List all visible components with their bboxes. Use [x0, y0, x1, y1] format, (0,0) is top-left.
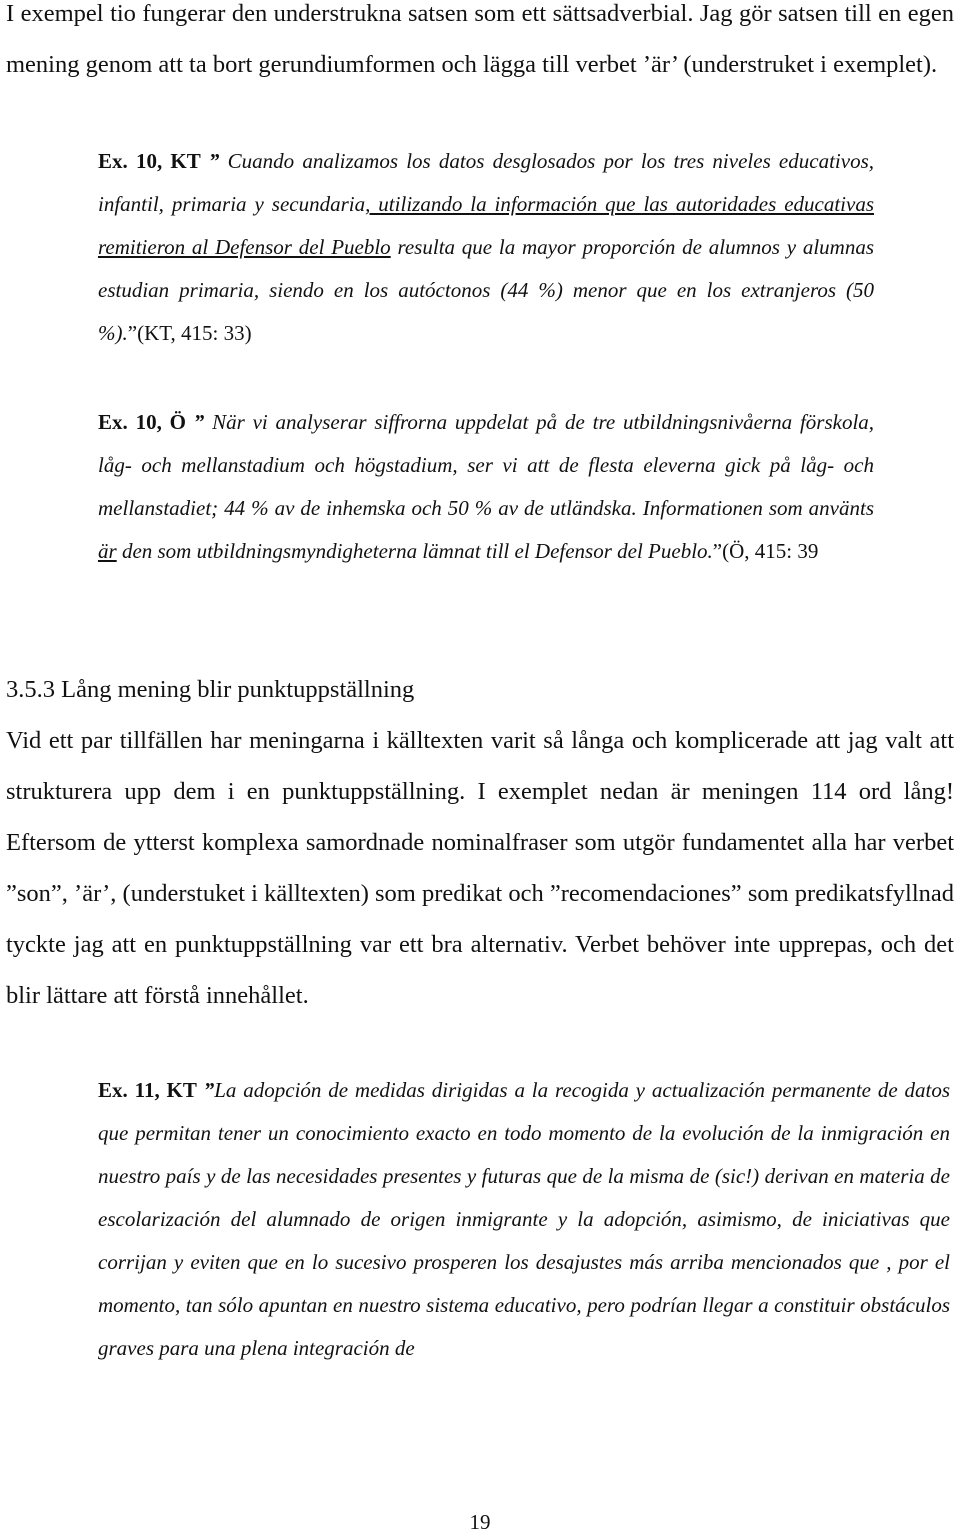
- open-quote: ”: [196, 1078, 215, 1102]
- close-quote: ”: [712, 539, 723, 563]
- citation: (KT, 415: 33): [137, 321, 252, 345]
- example-text: Cuando analizamos los datos desglosados por los tres niveles educativos, infantil, primaria y secundaria: [98, 149, 874, 216]
- example-10-kt: [98, 140, 874, 355]
- example-text: När vi analyserar siffrorna uppdelat på de tre utbildningsnivåerna förskola, låg- och mellanstadium och högstadium, ser vi att de flesta eleverna gick på låg- och mellanstadiet; 44 % av de inhemska och 50 % av de utländska. Informationen som använts: [98, 410, 875, 520]
- citation: (Ö, 415: 39: [722, 539, 819, 563]
- paragraph-text: Vid ett par tillfällen har meningarna i källtexten varit så långa och komplicerade att jag valt att strukturera upp dem i en punktuppställning. I exemplet nedan är meningen 114 ord lång! Eftersom de ytterst komplexa samordnade nominalfraser som utgör fundamentet alla har verbet ”son”, ’är’, (understuket i källtexten) som predikat och ”recomendaciones” som predikatsfyllnad tyckte jag att en punktuppställning var ett bra alternativ. Verbet behöver inte upprepas, och det blir lättare att förstå innehållet.: [6, 727, 954, 1009]
- underlined-clause: , utilizando la información que las autoridades educativas remitieron al Defensor del Pueblo: [98, 192, 874, 259]
- intro-paragraph: [6, 0, 954, 90]
- close-quote: ”: [127, 321, 138, 345]
- example-text-cont: den som utbildningsmyndigheterna lämnat till el Defensor del Pueblo.: [116, 539, 713, 563]
- section-heading: 3.5.3 Lång mening blir punktuppställning: [6, 676, 415, 703]
- page-number: 19: [469, 1510, 491, 1534]
- example-10-o: [98, 401, 874, 573]
- example-label: Ex. 10, KT: [98, 149, 201, 173]
- open-quote: ”: [193, 410, 213, 434]
- example-text-cont: resulta que la mayor proporción de alumnos y alumnas estudian primaria, siendo en los autóctonos (44 %) menor que en los extranjeros (50 %).: [98, 235, 875, 345]
- example-label: Ex. 10, Ö: [98, 410, 186, 434]
- intro-text: I exempel tio fungerar den understrukna satsen som ett sättsadverbial. Jag gör satsen till en egen mening genom att ta bort gerundiumformen och lägga till verbet ’är’ (understruket i exemplet).: [6, 0, 954, 78]
- example-text: La adopción de medidas dirigidas a la recogida y actualización permanente de datos que permitan tener un conocimiento exacto en todo momento de la evolución de la inmigración en nuestro país y de las necesidades presentes y futuras que de la misma de (sic!) derivan en materia de escolarización del alumnado de origen inmigrante y la adopción, asimismo, de iniciativas que corrijan y eviten que en lo sucesivo prosperen los desajustes más arriba mencionados que , por el momento, tan sólo apuntan en nuestro sistema educativo, pero podrían llegar a constituir obstáculos graves para una plena integración de: [98, 1078, 950, 1360]
- example-label: Ex. 11, KT: [98, 1078, 197, 1102]
- open-quote: ”: [200, 149, 228, 173]
- section-paragraph: [6, 715, 954, 1021]
- underlined-verb: är: [98, 539, 117, 563]
- example-11-kt: [98, 1069, 950, 1370]
